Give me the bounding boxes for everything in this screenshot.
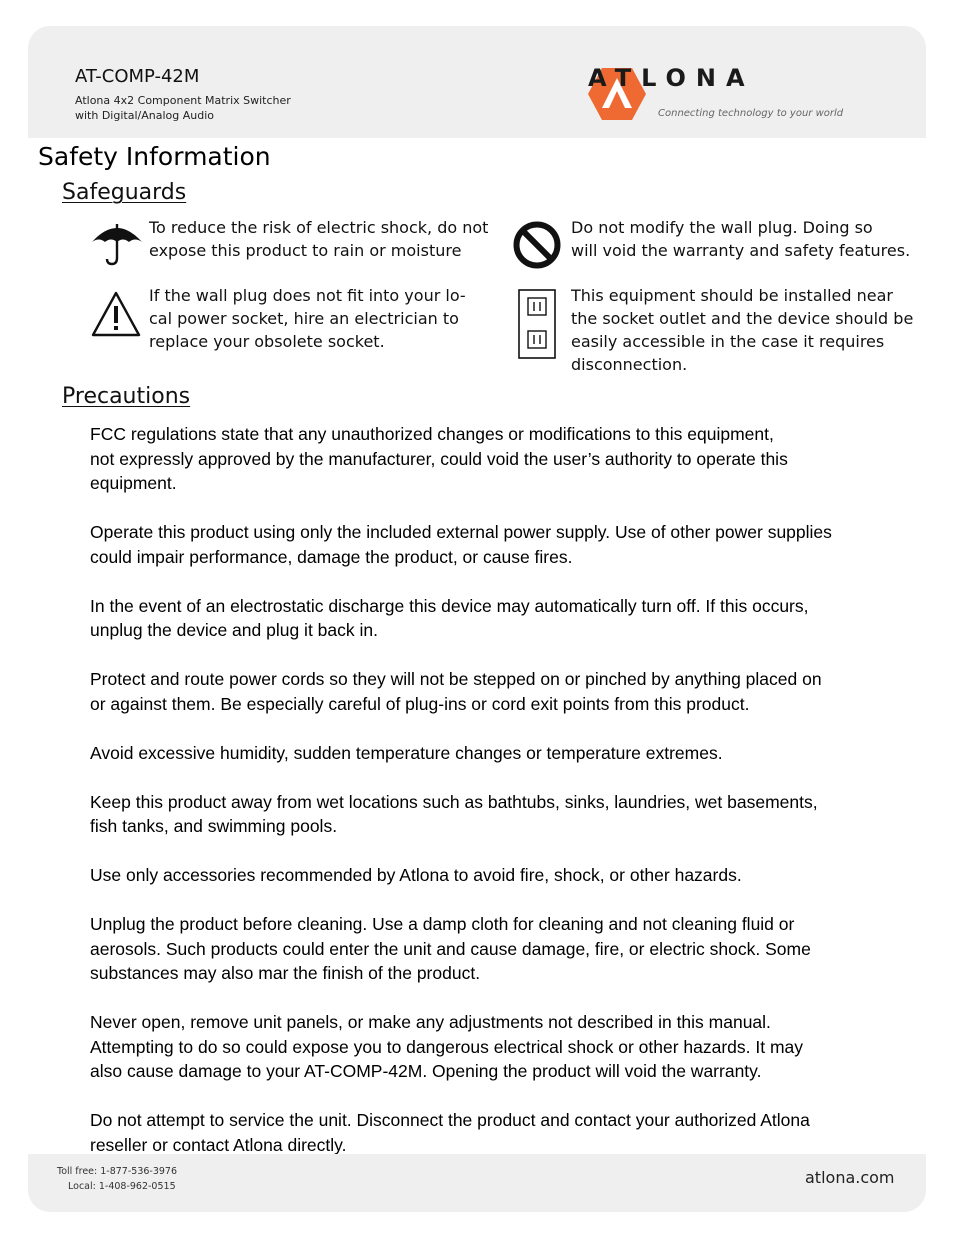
precaution-paragraph: Use only accessories recommended by Atlona to avoid fire, shock, or other hazards.	[90, 865, 742, 885]
footer-phone-numbers	[57, 1164, 177, 1194]
precaution-paragraph: Keep this product away from wet locations such as bathtubs, sinks, laundries, wet basements, fish tanks, and swimming pools.	[90, 791, 818, 836]
precaution-paragraph: Avoid excessive humidity, sudden temperature changes or temperature extremes.	[90, 742, 723, 763]
precaution-paragraph: In the event of an electrostatic discharge this device may automatically turn off. If this occurs, unplug the device and plug it back in.	[90, 595, 809, 640]
precaution-paragraph: FCC regulations state that any unauthorized changes or modifications to this equipment, not expressly approved by the manufacturer, could void the user’s authority to operate this equipment.	[90, 424, 788, 493]
wall-outlet-icon	[518, 289, 556, 359]
local-number: Local: 1-408-962-0515	[68, 1181, 176, 1192]
logo-tagline: Connecting technology to your world	[658, 108, 844, 119]
atlona-wordmark	[588, 66, 802, 88]
safeguard-text-electrician: If the wall plug does not fit into your lo- cal power socket, hire an electrician to replace your obsolete socket.	[149, 286, 466, 351]
warning-icon	[90, 290, 142, 338]
precaution-paragraph: Operate this product using only the included external power supply. Use of other power supplies could impair performance, damage the product, or cause fires.	[90, 522, 832, 567]
safeguards-heading: Safeguards	[62, 180, 187, 205]
product-subtitle	[75, 93, 335, 123]
no-symbol-icon	[512, 220, 562, 270]
precautions-list	[90, 422, 905, 1182]
precaution-paragraph: Do not attempt to service the unit. Disconnect the product and contact your authorized Atlona reseller or contact Atlona directly.	[90, 1110, 810, 1155]
subtitle-line-1: Atlona 4x2 Component Matrix Switcher	[75, 94, 291, 107]
toll-free-number: Toll free: 1-877-536-3976	[57, 1166, 178, 1177]
atlona-logo	[588, 66, 878, 126]
umbrella-icon	[90, 220, 144, 266]
safeguard-text-socket-outlet: This equipment should be installed near the socket outlet and the device should be easily accessible in the case it requires disconnection.	[571, 286, 914, 374]
website-link[interactable]: atlona.com	[805, 1168, 895, 1187]
safeguard-text-rain: To reduce the risk of electric shock, do not expose this product to rain or moisture	[149, 218, 489, 260]
page-title: Safety Information	[38, 142, 271, 171]
safeguard-text-wall-plug: Do not modify the wall plug. Doing so will void the warranty and safety features.	[571, 218, 911, 260]
precaution-paragraph: Never open, remove unit panels, or make any adjustments not described in this manual. Attempting to do so could expose you to dangerous electrical shock or other hazards. It may also cause damage to your AT-COMP-42M. Opening the product will void the warranty.	[90, 1012, 804, 1081]
subtitle-line-2: with Digital/Analog Audio	[75, 109, 214, 122]
precaution-paragraph: Protect and route power cords so they will not be stepped on or pinched by anything placed on or against them. Be especially careful of plug-ins or cord exit points from this product.	[90, 669, 822, 714]
model-number: AT-COMP-42M	[75, 66, 200, 87]
logo-word: ATLONA	[588, 66, 755, 88]
precaution-paragraph: Unplug the product before cleaning. Use a damp cloth for cleaning and not cleaning fluid or aerosols. Such products could enter the unit and cause damage, fire, or electric shock. Some substances may also mar the finish of the product.	[90, 914, 811, 983]
precautions-heading: Precautions	[62, 384, 191, 409]
